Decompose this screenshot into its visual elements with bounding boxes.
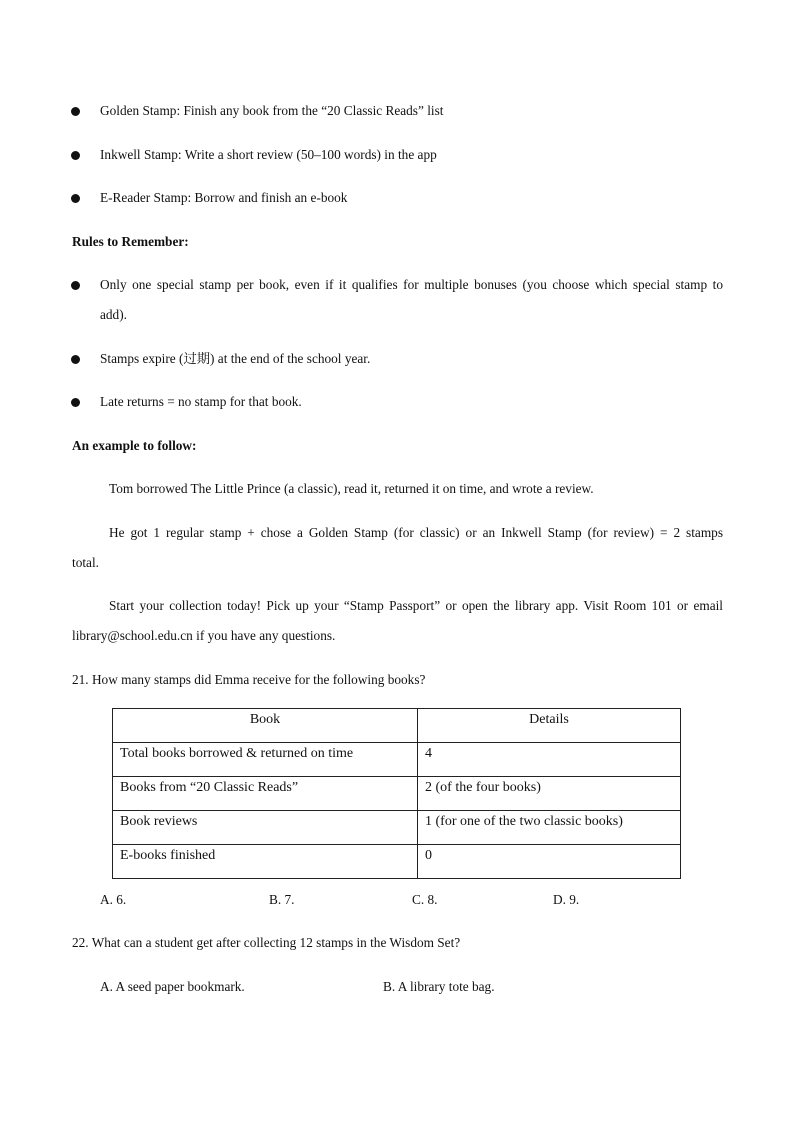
table-cell: Books from “20 Classic Reads” — [113, 777, 418, 811]
table-header-details: Details — [418, 709, 681, 743]
table-cell: Book reviews — [113, 811, 418, 845]
rule-expire: Stamps expire (过期) at the end of the school year. — [100, 351, 371, 366]
q22-option-b: B. A library tote bag. — [383, 979, 495, 994]
table-row — [113, 845, 681, 879]
table-cell: Total books borrowed & returned on time — [113, 743, 418, 777]
table-cell: 1 (for one of the two classic books) — [418, 811, 681, 845]
example-paragraph-2-line2: total. — [72, 555, 99, 570]
bullet-ereader-stamp: E-Reader Stamp: Borrow and finish an e-book — [100, 190, 348, 205]
table-row — [113, 743, 681, 777]
closing-line2: library@school.edu.cn if you have any questions. — [72, 628, 336, 643]
q21-option-a: A. 6. — [100, 892, 127, 907]
rule-late-returns: Late returns = no stamp for that book. — [100, 394, 302, 409]
table-header-row — [113, 709, 681, 743]
table-row — [113, 811, 681, 845]
table-cell: 4 — [418, 743, 681, 777]
question-21: 21. How many stamps did Emma receive for the following books? — [72, 672, 426, 687]
q21-option-c: C. 8. — [412, 892, 438, 907]
bullet-icon — [71, 355, 80, 364]
q21-option-d: D. 9. — [553, 892, 580, 907]
bullet-icon — [71, 281, 80, 290]
example-paragraph-1: Tom borrowed The Little Prince (a classic), read it, returned it on time, and wrote a review. — [109, 481, 594, 496]
example-heading: An example to follow: — [72, 438, 197, 453]
table-cell: E-books finished — [113, 845, 418, 879]
q21-option-b: B. 7. — [269, 892, 295, 907]
bullet-inkwell-stamp: Inkwell Stamp: Write a short review (50–100 words) in the app — [100, 147, 437, 162]
bullet-icon — [71, 398, 80, 407]
stamps-table — [112, 708, 681, 879]
q22-option-a: A. A seed paper bookmark. — [100, 979, 245, 994]
table-cell: 2 (of the four books) — [418, 777, 681, 811]
rule-one-stamp-line2: add). — [100, 307, 127, 322]
table-row — [113, 777, 681, 811]
bullet-golden-stamp: Golden Stamp: Finish any book from the “20 Classic Reads” list — [100, 103, 444, 118]
bullet-icon — [71, 194, 80, 203]
bullet-icon — [71, 151, 80, 160]
table-header-book: Book — [113, 709, 418, 743]
table-cell: 0 — [418, 845, 681, 879]
question-22: 22. What can a student get after collecting 12 stamps in the Wisdom Set? — [72, 935, 461, 950]
rule-one-stamp-line1: Only one special stamp per book, even if it qualifies for multiple bonuses (you choose which special stamp to — [100, 277, 723, 292]
closing-line1: Start your collection today! Pick up your “Stamp Passport” or open the library app. Visit Room 101 or email — [109, 598, 723, 613]
rules-heading: Rules to Remember: — [72, 234, 189, 249]
bullet-icon — [71, 107, 80, 116]
example-paragraph-2-line1: He got 1 regular stamp + chose a Golden Stamp (for classic) or an Inkwell Stamp (for review) = 2 stamps — [109, 525, 723, 540]
